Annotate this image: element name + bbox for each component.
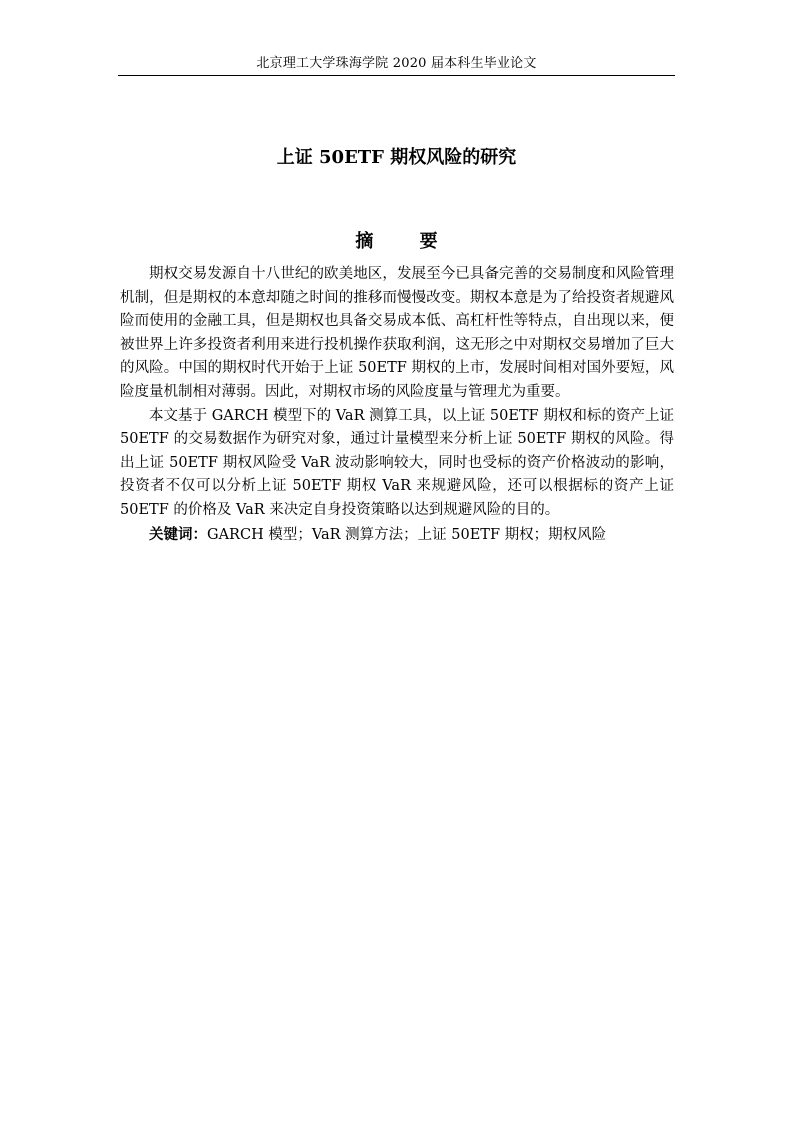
paper-title: 上证 50ETF 期权风险的研究 — [276, 147, 517, 168]
abstract-paragraph-2: 本文基于 GARCH 模型下的 VaR 测算工具，以上证 50ETF 期权和标的资产上证 50ETF 的交易数据作为研究对象，通过计量模型来分析上证 50ETF 期权的风险。得出上证 50ETF 期权风险受 VaR 波动影响较大，同时也受标的资产价格波动的影响，投资者不仅可以分析上证 50ETF 期权 VaR 来规避风险，还可以根据标的资产上证 50ETF 的价格及 VaR 来决定自身投资策略以达到规避风险的目的。 — [120, 407, 674, 518]
keywords-label: 关键词： — [149, 525, 207, 543]
abstract-paragraph-1: 期权交易发源自十八世纪的欧美地区，发展至今已具备完善的交易制度和风险管理机制，但是期权的本意却随之时间的推移而慢慢改变。期权本意是为了给投资者规避风险而使用的金融工具，但是期权也具备交易成本低、高杠杆性等特点，自出现以来，便被世界上许多投资者利用来进行投机操作获取利润，这无形之中对期权交易增加了巨大的风险。中国的期权时代开始于上证 50ETF 期权的上市，发展时间相对国外要短，风险度量机制相对薄弱。因此，对期权市场的风险度量与管理尤为重要。 — [120, 266, 674, 400]
abstract-body — [120, 263, 674, 547]
header-divider — [118, 75, 675, 76]
running-header: 北京理工大学珠海学院 2020 届本科生毕业论文 — [256, 56, 537, 71]
abstract-heading: 摘 要 — [355, 231, 458, 252]
keywords-line — [120, 523, 674, 548]
keywords-text: GARCH 模型；VaR 测算方法；上证 50ETF 期权；期权风险 — [207, 526, 607, 543]
